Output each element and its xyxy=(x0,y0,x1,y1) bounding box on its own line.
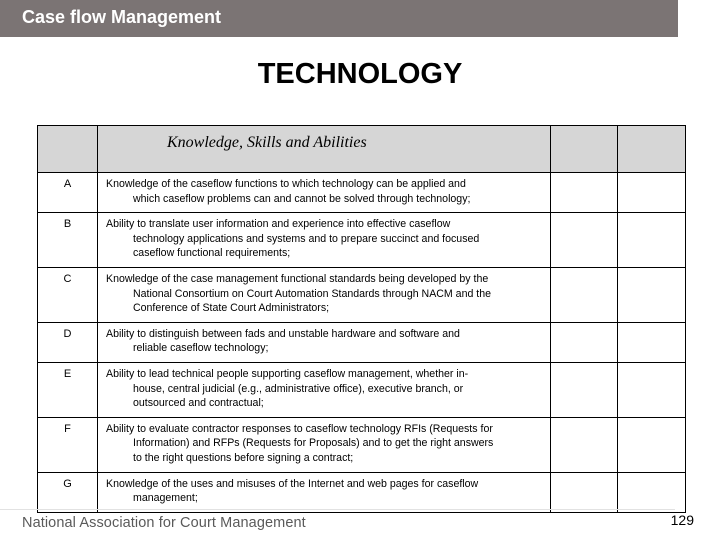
blank-cell xyxy=(618,267,686,322)
footer-organization: National Association for Court Management xyxy=(22,515,306,531)
row-letter: E xyxy=(38,362,98,417)
row-letter: F xyxy=(38,417,98,472)
description-line: Ability to translate user information and experience into effective caseflow xyxy=(106,218,451,231)
row-description xyxy=(98,213,551,268)
header-bar xyxy=(0,0,678,37)
description-line: caseflow functional requirements; xyxy=(133,247,291,260)
description-line: National Consortium on Court Automation Standards through NACM and the xyxy=(133,287,492,300)
row-letter: D xyxy=(38,322,98,362)
blank-cell xyxy=(551,267,618,322)
table-row xyxy=(38,213,686,268)
row-letter: C xyxy=(38,267,98,322)
row-description xyxy=(98,173,551,213)
row-letter: G xyxy=(38,472,98,512)
row-letter: A xyxy=(38,173,98,213)
description-line: reliable caseflow technology; xyxy=(133,342,269,355)
table-row xyxy=(38,322,686,362)
table-heading: Knowledge, Skills and Abilities xyxy=(98,126,551,173)
blank-cell xyxy=(618,173,686,213)
footer-divider xyxy=(0,509,675,510)
table-row xyxy=(38,267,686,322)
blank-cell xyxy=(618,472,686,512)
blank-cell xyxy=(618,322,686,362)
header-title: Case flow Management xyxy=(22,7,222,27)
description-line: technology applications and systems and to prepare succinct and focused xyxy=(133,232,480,245)
description-line: Ability to evaluate contractor responses to caseflow technology RFIs (Requests for xyxy=(106,422,493,435)
table-row xyxy=(38,472,686,512)
description-line: Information) and RFPs (Requests for Proposals) and to get the right answers xyxy=(133,437,494,450)
blank-cell xyxy=(618,417,686,472)
table-row xyxy=(38,417,686,472)
row-description xyxy=(98,362,551,417)
blank-cell xyxy=(618,362,686,417)
description-line: management; xyxy=(133,492,198,505)
description-line: Ability to distinguish between fads and unstable hardware and software and xyxy=(106,327,460,340)
description-line: outsourced and contractual; xyxy=(133,397,264,410)
description-line: which caseflow problems can and cannot be solved through technology; xyxy=(133,192,471,205)
blank-cell xyxy=(551,173,618,213)
page-number: 129 xyxy=(670,512,694,528)
page-title: TECHNOLOGY xyxy=(257,58,463,90)
row-description xyxy=(98,472,551,512)
ksa-table xyxy=(37,125,686,513)
blank-cell xyxy=(551,472,618,512)
description-line: Knowledge of the case management functional standards being developed by the xyxy=(106,272,489,285)
row-description xyxy=(98,322,551,362)
table-row xyxy=(38,362,686,417)
blank-cell xyxy=(618,213,686,268)
description-line: Knowledge of the uses and misuses of the Internet and web pages for caseflow xyxy=(106,477,479,490)
description-line: house, central judicial (e.g., administrative office), executive branch, or xyxy=(133,382,464,395)
description-line: Conference of State Court Administrators; xyxy=(133,302,330,315)
blank-cell xyxy=(551,417,618,472)
header-blank-cell xyxy=(38,126,98,173)
header-blank-cell xyxy=(551,126,618,173)
row-letter: B xyxy=(38,213,98,268)
description-line: Ability to lead technical people supporting caseflow management, whether in- xyxy=(106,367,469,380)
row-description xyxy=(98,267,551,322)
table-header-row xyxy=(38,126,686,173)
description-line: to the right questions before signing a contract; xyxy=(133,451,354,464)
header-blank-cell xyxy=(618,126,686,173)
row-description xyxy=(98,417,551,472)
blank-cell xyxy=(551,362,618,417)
table-row xyxy=(38,173,686,213)
blank-cell xyxy=(551,322,618,362)
blank-cell xyxy=(551,213,618,268)
description-line: Knowledge of the caseflow functions to which technology can be applied and xyxy=(106,178,466,190)
